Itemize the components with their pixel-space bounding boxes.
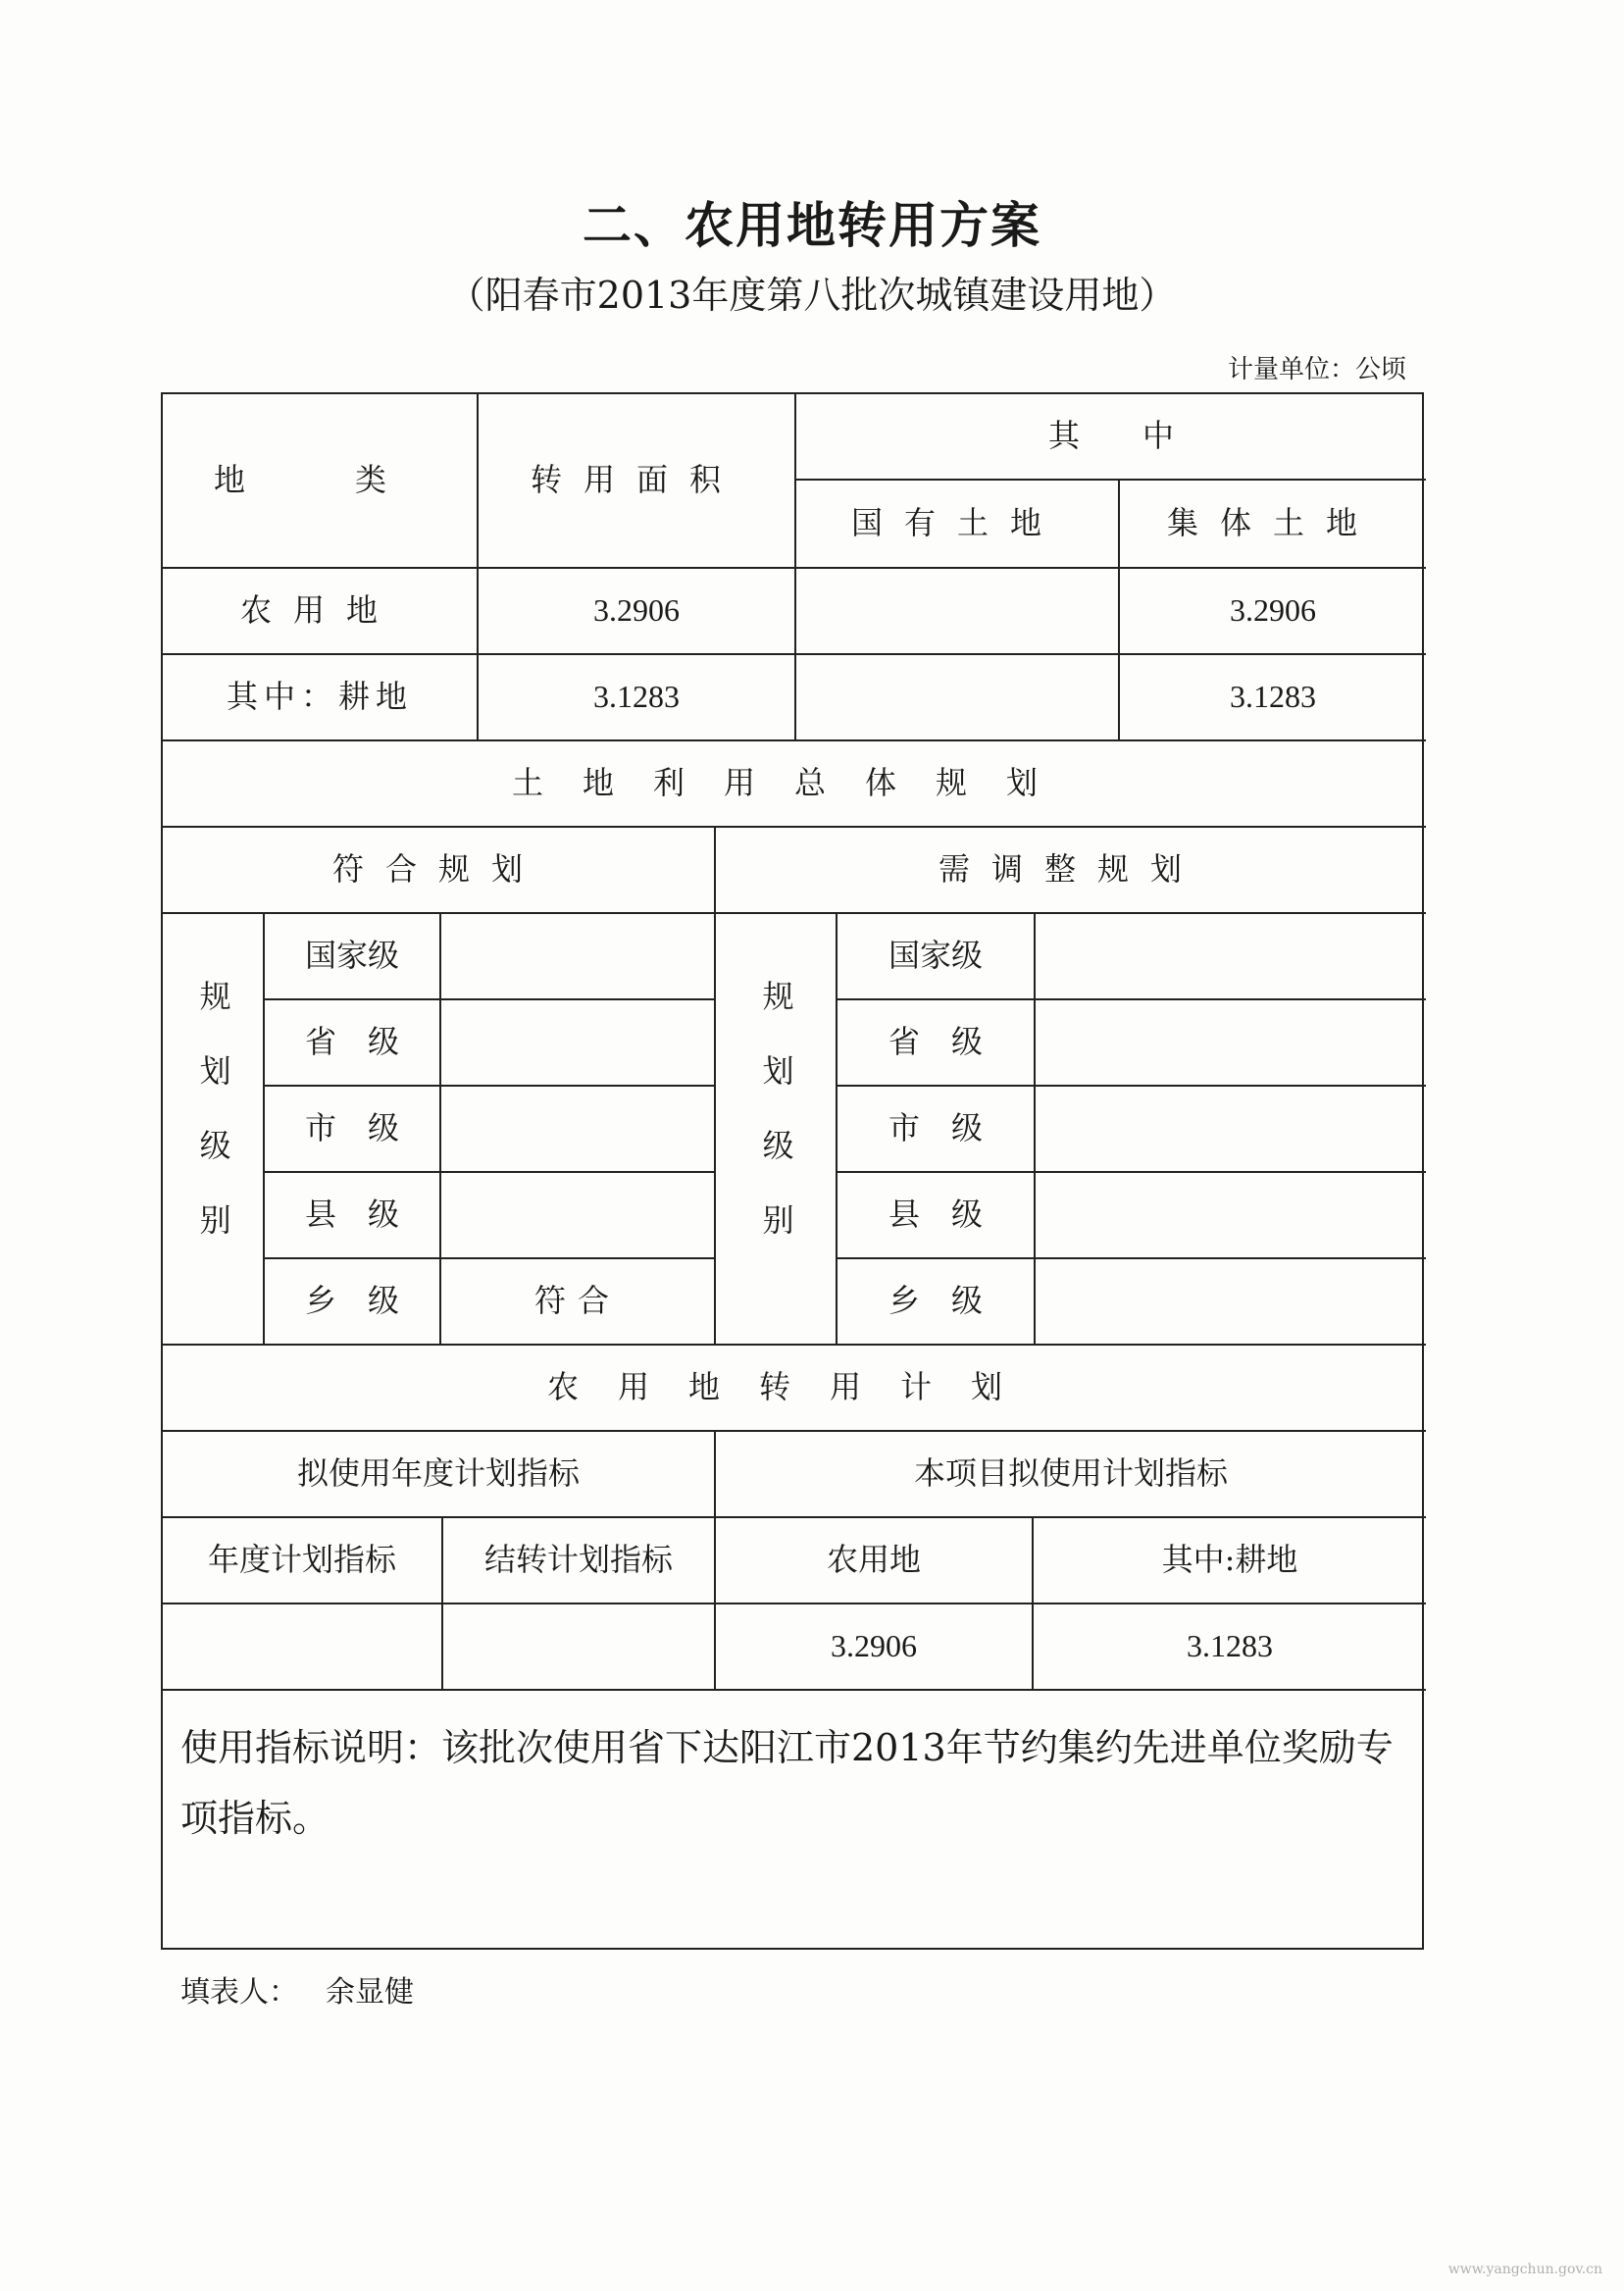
- annual-group-header: 拟使用年度计划指标: [163, 1432, 716, 1518]
- header-state-land: 国有土地: [796, 481, 1120, 569]
- level-name: 县 级: [265, 1173, 441, 1259]
- row-label: 其中：耕地: [163, 655, 479, 741]
- adjust-value: [1036, 1000, 1426, 1087]
- conform-value: [441, 1173, 716, 1259]
- row-collective: 3.2906: [1120, 569, 1426, 655]
- adjust-header: 需调整规划: [716, 828, 1426, 914]
- level-name: 国家级: [837, 914, 1036, 1000]
- conform-value: [441, 1000, 716, 1087]
- level-name: 市 级: [837, 1087, 1036, 1173]
- usage-note: 使用指标说明：该批次使用省下达阳江市2013年节约集约先进单位奖励专项指标。: [180, 1726, 1394, 1841]
- row-state: [796, 655, 1120, 741]
- annual-value: [163, 1604, 443, 1691]
- filler-label: 填表人：: [180, 1975, 298, 2010]
- arable-header: 其中:耕地: [1034, 1518, 1426, 1604]
- annual-index-header: 年度计划指标: [163, 1518, 443, 1604]
- unit-label: 计量单位：公顷: [1227, 355, 1406, 384]
- level-name: 乡 级: [837, 1259, 1036, 1346]
- level-name: 乡 级: [265, 1259, 441, 1346]
- page-subtitle: （阳春市2013年度第八批次城镇建设用地）: [447, 274, 1177, 317]
- main-table: [161, 392, 1424, 1950]
- level-name: 省 级: [837, 1000, 1036, 1087]
- filler-name: 余显健: [326, 1975, 414, 2010]
- row-label: 农用地: [163, 569, 479, 655]
- conform-value: [441, 1087, 716, 1173]
- level-label-text: 规划级别: [757, 980, 795, 1278]
- level-label-right: [716, 914, 837, 1346]
- conform-value: 符合: [441, 1259, 716, 1346]
- page-title: 二、农用地转用方案: [583, 197, 1041, 254]
- level-name: 市 级: [265, 1087, 441, 1173]
- arable-value: 3.1283: [1034, 1604, 1426, 1691]
- header-land-type: 地 类: [163, 394, 479, 569]
- header-area: 转用面积: [479, 394, 796, 569]
- farmland-value: 3.2906: [716, 1604, 1034, 1691]
- row-area: 3.2906: [479, 569, 796, 655]
- conform-header: 符合规划: [163, 828, 716, 914]
- filler-line: [180, 1967, 414, 2011]
- level-label-left: [163, 914, 265, 1346]
- level-name: 国家级: [265, 914, 441, 1000]
- adjust-value: [1036, 1173, 1426, 1259]
- farmland-header: 农用地: [716, 1518, 1034, 1604]
- adjust-value: [1036, 1259, 1426, 1346]
- carryover-index-header: 结转计划指标: [443, 1518, 716, 1604]
- row-collective: 3.1283: [1120, 655, 1426, 741]
- adjust-value: [1036, 914, 1426, 1000]
- level-label-text: 规划级别: [194, 980, 232, 1278]
- project-group-header: 本项目拟使用计划指标: [716, 1432, 1426, 1518]
- watermark: www.yangchun.gov.cn: [1447, 2262, 1602, 2277]
- planning-header: 土地利用总体规划: [163, 741, 1426, 828]
- carryover-value: [443, 1604, 716, 1691]
- level-name: 省 级: [265, 1000, 441, 1087]
- header-collective-land: 集体土地: [1120, 481, 1426, 569]
- conversion-header: 农用地转用计划: [163, 1346, 1426, 1432]
- row-area: 3.1283: [479, 655, 796, 741]
- adjust-value: [1036, 1087, 1426, 1173]
- level-name: 县 级: [837, 1173, 1036, 1259]
- conform-value: [441, 914, 716, 1000]
- header-among: 其 中: [796, 394, 1426, 481]
- row-state: [796, 569, 1120, 655]
